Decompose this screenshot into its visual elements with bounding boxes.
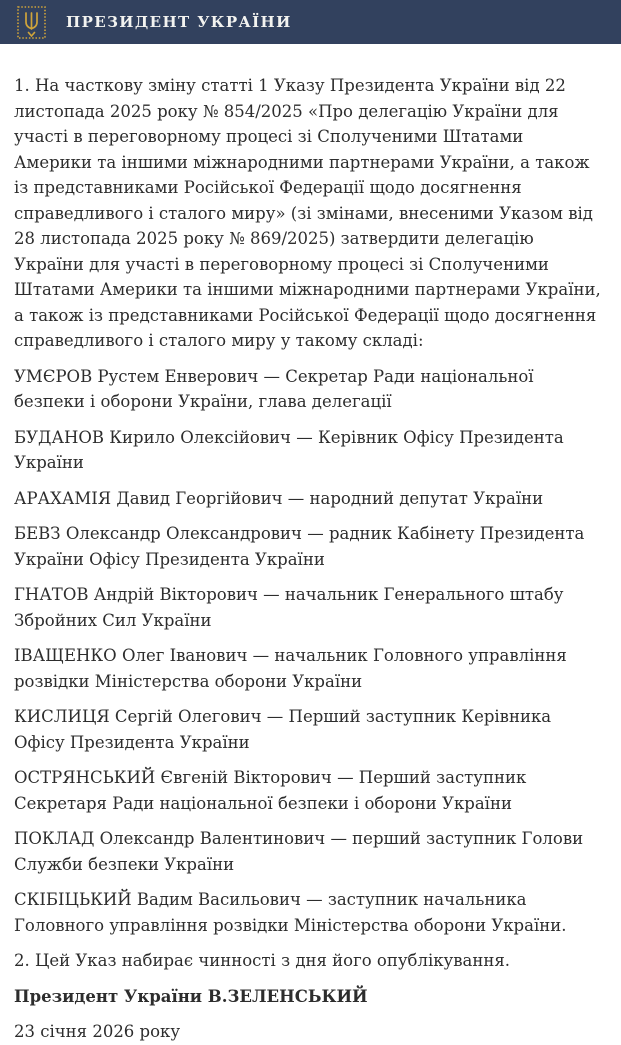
- delegation-member: ОСТРЯНСЬКИЙ Євгеній Вікторович — Перший заступник Секретаря Ради національної безпеки і оборони України: [14, 768, 527, 813]
- tryzub-trident-icon: [17, 6, 46, 39]
- signature-line: Президент України В.ЗЕЛЕНСЬКИЙ: [14, 986, 368, 1006]
- delegation-member: БЕВЗ Олександр Олександрович — радник Кабінету Президента України Офісу Президента України: [14, 524, 585, 569]
- decree-paragraph-2: 2. Цей Указ набирає чинності з дня його опублікування.: [14, 951, 511, 970]
- header-title: ПРЕЗИДЕНТ УКРАЇНИ: [66, 13, 292, 31]
- decree-date: 23 січня 2026 року: [14, 1022, 181, 1041]
- delegation-member: БУДАНОВ Кирило Олексійович — Керівник Офісу Президента України: [14, 427, 564, 472]
- decree-document: [0, 44, 621, 1045]
- delegation-member: АРАХАМІЯ Давид Георгійович — народний депутат України: [14, 488, 544, 508]
- delegation-list: [14, 364, 601, 939]
- delegation-member: СКІБІЦЬКИЙ Вадим Васильович — заступник начальника Головного управління розвідки Міністерства оборони України.: [14, 890, 567, 935]
- header-bar: [0, 0, 621, 44]
- delegation-member: УМЄРОВ Рустем Енверович — Секретар Ради національної безпеки і оборони України, глава делегації: [14, 366, 534, 411]
- delegation-member: КИСЛИЦЯ Сергій Олегович — Перший заступник Керівника Офісу Президента України: [14, 707, 552, 752]
- delegation-member: ІВАЩЕНКО Олег Іванович — начальник Головного управління розвідки Міністерства оборони України: [14, 646, 567, 691]
- delegation-member: ПОКЛАД Олександр Валентинович — перший заступник Голови Служби безпеки України: [14, 829, 584, 874]
- delegation-member: ГНАТОВ Андрій Вікторович — начальник Генерального штабу Збройних Сил України: [14, 585, 564, 630]
- decree-paragraph-1: 1. На часткову зміну статті 1 Указу Президента України від 22 листопада 2025 року № 854/2025 «Про делегацію України для участі в переговорному процесі зі Сполученими Штатами Америки та іншими міжнародними партнерами України, а також із представниками Російської Федерації щодо досягнення справедливого і сталого миру» (зі змінами, внесеними Указом від 28 листопада 2025 року № 869/2025) затвердити делегацію України для участі в переговорному процесі зі Сполученими Штатами Америки та іншими міжнародними партнерами України, а також із представниками Російської Федерації щодо досягнення справедливого і сталого миру у такому складі:: [14, 76, 601, 350]
